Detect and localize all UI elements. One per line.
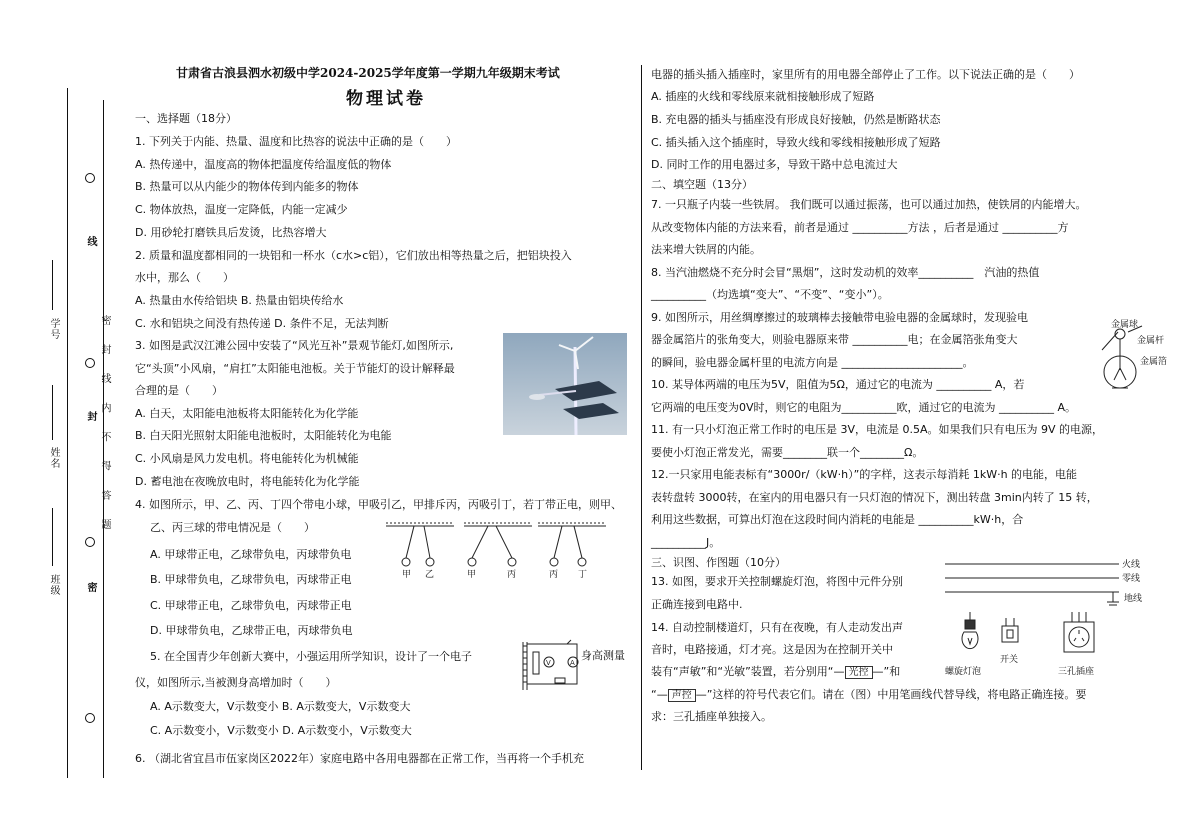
- electroscope-label: 金属箔: [1140, 357, 1168, 367]
- question-14: 14. 自动控制楼道灯，只有在夜晚，有人走动发出声: [651, 621, 903, 634]
- question-14-cont: 求：三孔插座单独接入。: [651, 710, 772, 723]
- option-text: D. 甲球带负电，乙球带正电，丙球带负电: [150, 624, 353, 637]
- electroscope-label: 金属杆: [1137, 336, 1165, 346]
- option-text: A. 甲球带正电，乙球带负电，丙球带负电: [150, 548, 352, 561]
- component-label: 三孔插座: [1058, 667, 1095, 677]
- wire-label-neutral: 零线: [1122, 574, 1141, 584]
- student-name-blank: [52, 385, 53, 440]
- question-11: 11. 有一只小灯泡正常工作时的电压是 3V，电流是 0.5A。如果我们只有电压为 9V 的电源，: [651, 423, 1104, 436]
- option-text: C. A示数变小，V示数变小 D. A示数变小，V示数变大: [150, 724, 412, 737]
- subject-title: 物理试卷: [346, 89, 426, 109]
- option-text: B. 白天阳光照射太阳能电池板时，太阳能转化为电能: [135, 429, 392, 442]
- option-text: C. 插头插入这个插座时，导致火线和零线相接触形成了短路: [651, 136, 941, 149]
- question-12-cont: 利用这些数据，可算出灯泡在这段时间内消耗的电能是 __________kW·h，合: [651, 513, 1024, 526]
- question-3-cont: 它“头顶”小风扇，“肩扛”太阳能电池板。关于节能灯的设计解释最: [135, 362, 455, 375]
- seal-word-line: 线: [85, 236, 96, 247]
- component-label: 螺旋灯泡: [945, 667, 982, 677]
- seal-notice: 密 封 线 内 不 得 答 题: [99, 315, 110, 538]
- student-name-label: 姓名: [48, 447, 59, 469]
- question-6: 6. （湖北省宜昌市伍家岗区2022年）家庭电路中各用电器都在正常工作，当再将一个手机充: [135, 752, 584, 765]
- student-class-blank: [52, 508, 53, 566]
- ball-label: 丁: [578, 570, 588, 580]
- question-9: 9. 如图所示，用丝绸摩擦过的玻璃棒去接触带电验电器的金属球时，发现验电: [651, 311, 1028, 324]
- margin-hole: [85, 713, 95, 723]
- question-7-cont: 从改变物体内能的方法来看，前者是通过 __________方法 ，后者是通过 __________方: [651, 221, 1069, 234]
- ball-label: 乙: [425, 570, 435, 580]
- question-12-cont: 表转盘转 3000转，在室内的用电器只有一只灯泡的情况下，测出转盘 3min内转了 15 转，: [651, 491, 1098, 504]
- question-7-cont: 法来增大铁屑的内能。: [651, 243, 761, 256]
- wire-label-ground: 地线: [1124, 594, 1143, 604]
- ball-label: 丙: [549, 570, 559, 580]
- wire-label-live: 火线: [1122, 560, 1141, 570]
- column-divider: [641, 65, 642, 770]
- option-text: C. 小风扇是风力发电机。将电能转化为机械能: [135, 452, 359, 465]
- student-id-blank: [52, 260, 53, 310]
- option-text: B. 热量可以从内能少的物体传到内能多的物体: [135, 180, 359, 193]
- question-14-cont: 音时，电路接通，灯才亮。这是因为在控制开关中: [651, 643, 893, 656]
- question-10: 10. 某导体两端的电压为5V，阻值为5Ω，通过它的电流为 __________ A，若: [651, 378, 1025, 391]
- question-9-cont: 的瞬间，验电器金属杆里的电流方向是 ______________________。: [651, 356, 974, 369]
- question-13-cont: 正确连接到电路中.: [651, 598, 743, 611]
- symbol-wire: —: [656, 688, 668, 701]
- section-heading: 一、选择题（18分）: [135, 112, 237, 125]
- margin-outer-line: [67, 88, 68, 778]
- symbol-wire: —: [695, 688, 707, 701]
- question-10-cont: 它两端的电压变为0V时，则它的电阻为__________欧，通过它的电流为 __________ A。: [651, 401, 1077, 414]
- q14-text: 装有“声敏”和“光敏”装置，若分别用“: [651, 665, 834, 678]
- option-text: A. A示数变大，V示数变小 B. A示数变大，V示数变大: [150, 700, 411, 713]
- light-control-symbol: 光控: [845, 666, 873, 679]
- option-text: C. 物体放热，温度一定降低，内能一定减少: [135, 203, 348, 216]
- question-12: 12.一只家用电能表标有“3000r/（kW·h）”的字样，这表示每消耗 1kW·h 的电能，电能: [651, 468, 1078, 481]
- question-3: 3. 如图是武汉江滩公园中安装了“风光互补”景观节能灯,如图所示,: [135, 339, 454, 352]
- question-13: 13. 如图，要求开关控制螺旋灯泡，将图中元件分别: [651, 575, 903, 588]
- question-5-cont: 仪，如图所示,当被测身高增加时（ ）: [135, 676, 337, 689]
- q14-text: “: [651, 688, 657, 701]
- option-text: C. 水和铝块之间没有热传递 D. 条件不足，无法判断: [135, 317, 389, 330]
- student-class-label: 班级: [48, 574, 59, 596]
- option-text: C. 甲球带正电，乙球带负电，丙球带正电: [150, 599, 352, 612]
- option-text: B. 充电器的插头与插座没有形成良好接触，仍然是断路状态: [651, 113, 941, 126]
- section-heading: 二、填空题（13分）: [651, 178, 753, 191]
- section-heading: 三、识图、作图题（10分）: [651, 556, 786, 569]
- ball-label: 甲: [402, 570, 412, 580]
- question-2: 2. 质量和温度都相同的一块铝和一杯水（c水>c铝），它们放出相等热量之后，把铝块投入: [135, 249, 572, 262]
- student-id-label: 学号: [48, 318, 59, 340]
- question-14-cont: [651, 688, 1086, 702]
- margin-hole: [85, 537, 95, 547]
- question-7: 7. 一只瓶子内装一些铁屑。 我们既可以通过振荡，也可以通过加热，使铁屑的内能增大。: [651, 198, 1087, 211]
- q14-text: ”这样的符号代表它们。请在（图）中用笔画线代替导线，将电路正确连接。要: [706, 688, 1087, 701]
- ball-label: 甲: [467, 570, 477, 580]
- seal-word-seal: 封: [85, 411, 96, 422]
- question-9-cont: 器金属箔片的张角变大，则验电器原来带 __________电；在金属箔张角变大: [651, 333, 1018, 346]
- option-text: A. 热传递中，温度高的物体把温度传给温度低的物体: [135, 158, 392, 171]
- three-hole-socket-icon: [1062, 612, 1096, 658]
- question-8-cont: __________（均选填“变大”、“不变”、“变小”）。: [651, 288, 889, 301]
- wire-lines: [945, 558, 1125, 610]
- question-11-cont: 要使小灯泡正常发光，需要________联一个________Ω。: [651, 446, 924, 459]
- question-14-cont: [651, 665, 900, 679]
- street-lamp-photo: [503, 333, 627, 435]
- ball-label: 丙: [507, 570, 517, 580]
- question-8: 8. 当汽油燃烧不充分时会冒“黑烟”，这时发动机的效率__________ 汽油的热值: [651, 266, 1040, 279]
- school-title: 甘肃省古浪县泗水初级中学2024-2025学年度第一学期九年级期末考试: [176, 66, 560, 80]
- question-1: 1. 下列关于内能、热量、温度和比热容的说法中正确的是（ ）: [135, 135, 457, 148]
- option-text: A. 白天，太阳能电池板将太阳能转化为化学能: [135, 407, 359, 420]
- option-text: D. 蓄电池在夜晚放电时，将电能转化为化学能: [135, 475, 360, 488]
- q14-text: ”和: [883, 665, 901, 678]
- figure-caption: 身高测量: [581, 649, 625, 662]
- switch-icon: [1000, 618, 1020, 646]
- margin-hole: [85, 173, 95, 183]
- option-text: A. 热量由水传给铝块 B. 热量由铝块传给水: [135, 294, 344, 307]
- svg-text:V: V: [546, 659, 551, 667]
- svg-text:A: A: [570, 659, 575, 667]
- question-4-cont: 乙、丙三球的带电情况是（ ）: [150, 521, 315, 534]
- margin-hole: [85, 358, 95, 368]
- electroscope-label: 金属球: [1111, 320, 1139, 330]
- seal-word-secret: 密: [85, 582, 96, 593]
- option-text: B. 甲球带负电，乙球带负电，丙球带正电: [150, 573, 352, 586]
- charged-balls-figure: [384, 520, 624, 580]
- height-meter-circuit: [515, 636, 585, 692]
- screw-bulb-icon: [958, 612, 982, 660]
- question-4: 4. 如图所示，甲、乙、丙、丁四个带电小球，甲吸引乙，甲排斥丙，丙吸引丁，若丁带正电，则甲、: [135, 498, 622, 511]
- component-label: 开关: [1000, 655, 1019, 665]
- sound-control-symbol: 声控: [668, 689, 696, 702]
- option-text: D. 用砂轮打磨铁具后发烫，比热容增大: [135, 226, 327, 239]
- question-5: 5. 在全国青少年创新大赛中，小强运用所学知识，设计了一个电子: [150, 650, 472, 663]
- symbol-wire: —: [833, 665, 845, 678]
- question-3-cont: 合理的是（ ）: [135, 384, 223, 397]
- option-text: D. 同时工作的用电器过多，导致干路中总电流过大: [651, 158, 898, 171]
- question-12-cont: __________J。: [651, 536, 721, 549]
- question-2-cont: 水中，那么（ ）: [135, 271, 234, 284]
- symbol-wire: —: [872, 665, 884, 678]
- question-6-cont: 电器的插头插入插座时，家里所有的用电器全部停止了工作。以下说法正确的是（ ）: [651, 68, 1080, 81]
- option-text: A. 插座的火线和零线原来就相接触形成了短路: [651, 90, 875, 103]
